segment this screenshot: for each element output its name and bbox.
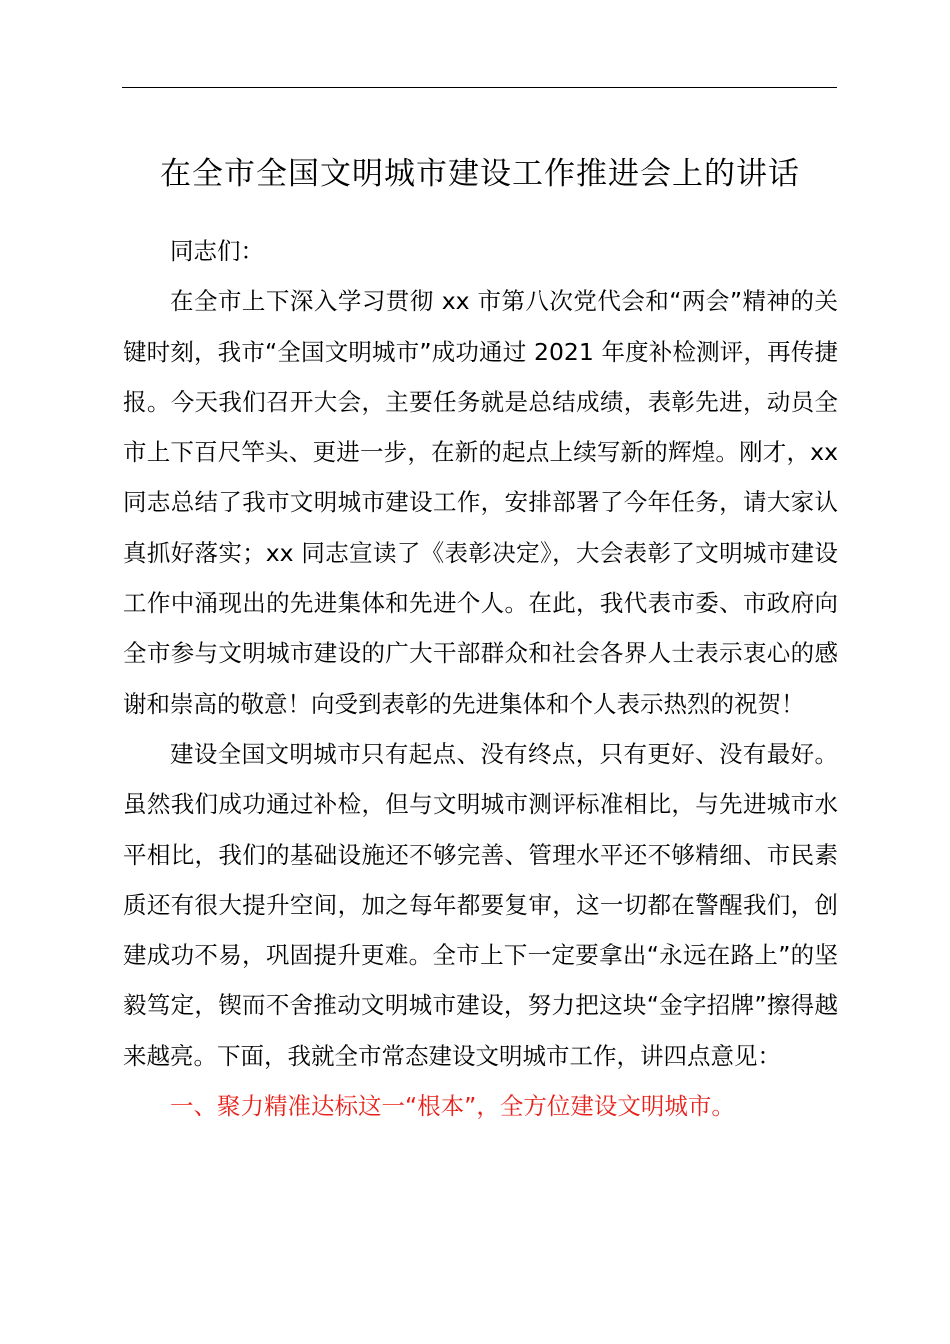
- document-body: [123, 226, 838, 1131]
- header-rule: [122, 87, 837, 88]
- section-heading: 一、聚力精准达标这一“根本”，全方位建设文明城市。: [170, 1092, 735, 1121]
- document-title: 在全市全国文明城市建设工作推进会上的讲话: [160, 156, 800, 192]
- salutation: 同志们：: [170, 237, 264, 265]
- paragraph-2: 建设全国文明城市只有起点、没有终点，只有更好、没有最好。虽然我们成功通过补检，但与文明城市测评标准相比，与先进城市水平相比，我们的基础设施还不够完善、管理水平还不够精细、市民素质还有很大提升空间，加之每年都要复审，这一切都在警醒我们，创建成功不易，巩固提升更难。全市上下一定要拿出“永远在路上”的坚毅笃定，锲而不舍推动文明城市建设，努力把这块“金字招牌”擦得越来越亮。下面，我就全市常态建设文明城市工作，讲四点意见：: [123, 739, 838, 1070]
- paragraph-1: 在全市上下深入学习贯彻 xx 市第八次党代会和“两会”精神的关键时刻，我市“全国文明城市”成功通过 2021 年度补检测评，再传捷报。今天我们召开大会，主要任务就是总结成绩，表彰先进，动员全市上下百尺竿头、更进一步，在新的起点上续写新的辉煌。刚才，xx 同志总结了我市文明城市建设工作，安排部署了今年任务，请大家认真抓好落实；xx 同志宣读了《表彰决定》，大会表彰了文明城市建设工作中涌现出的先进集体和先进个人。在此，我代表市委、市政府向全市参与文明城市建设的广大干部群众和社会各界人士表示衷心的感谢和崇高的敬意！向受到表彰的先进集体和个人表示热烈的祝贺！: [123, 287, 838, 718]
